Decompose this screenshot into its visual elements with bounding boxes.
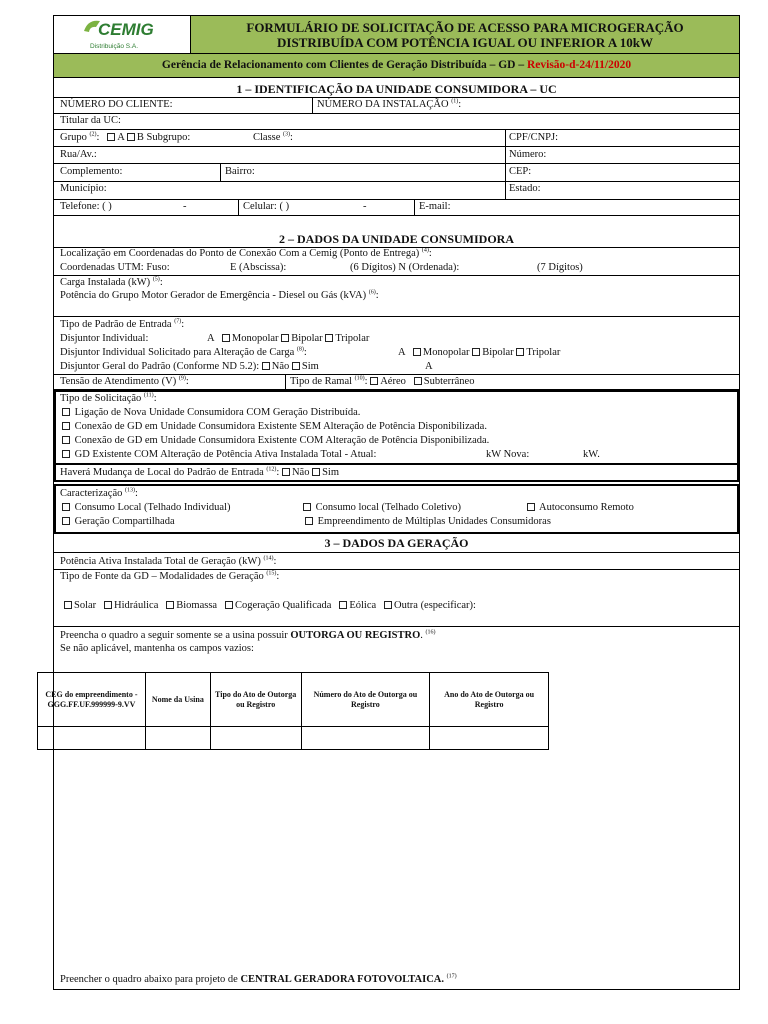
- outorga-text: [60, 630, 436, 642]
- cell-numero[interactable]: [301, 727, 430, 750]
- divider: [53, 181, 740, 182]
- subterraneo-checkbox[interactable]: [414, 377, 422, 385]
- grupo-a-label: A: [117, 132, 125, 143]
- ref: (7): [174, 318, 182, 325]
- utm-7-label: (7 Dígitos): [537, 262, 583, 273]
- utm-label: Coordenadas UTM: Fuso:: [60, 262, 170, 273]
- ref: (16): [425, 629, 436, 636]
- solar-checkbox[interactable]: [64, 601, 72, 609]
- divider: [53, 569, 740, 570]
- cogeracao-label: Cogeração Qualificada: [234, 600, 332, 611]
- th-numero: Número do Ato de Outorga ou Registro: [301, 673, 430, 727]
- divider: [238, 199, 239, 215]
- bipolar-label: Bipolar: [291, 333, 323, 344]
- cell-ano[interactable]: [430, 727, 549, 750]
- ref: (10): [354, 375, 365, 382]
- divider: [53, 129, 740, 130]
- ref: (5): [152, 276, 160, 283]
- utm-e-label: E (Abscissa):: [230, 262, 287, 273]
- monopolar-checkbox[interactable]: [222, 334, 230, 342]
- divider: [53, 97, 740, 98]
- tripolar-label: Tripolar: [526, 347, 561, 358]
- telefone-dash: -: [183, 201, 187, 212]
- sol-opt-4-checkbox[interactable]: [62, 450, 70, 458]
- ramal-row: Tipo de Ramal $^{(10)}$: Aéreo Subterrâneo: [290, 375, 475, 387]
- caracterizacao-text: Caracterização: [60, 488, 123, 499]
- subtitle: [54, 59, 739, 71]
- car-opt-2: [303, 502, 461, 514]
- outorga-pre: Preencha o quadro a seguir somente se a usina possuir: [60, 630, 291, 641]
- subterraneo-label: Subterrâneo: [423, 376, 475, 387]
- titular-label: Titular da UC:: [60, 115, 121, 126]
- sol-opt-1-checkbox[interactable]: [62, 408, 70, 416]
- revision-text: Revisão-d-24/11/2020: [526, 59, 632, 71]
- outorga-bold: OUTORGA OU REGISTRO: [290, 630, 421, 641]
- ref: (1): [451, 98, 459, 105]
- carga-label: Carga Instalada (kW) $^{(5)}$:: [60, 276, 163, 288]
- divider: [505, 129, 506, 199]
- logo-text: CEMIG: [98, 20, 154, 39]
- cep-label: CEP:: [509, 166, 532, 177]
- disjuntor-geral-text: Disjuntor Geral do Padrão (Conforme ND 5.2):: [60, 361, 260, 372]
- estado-label: Estado:: [509, 183, 541, 194]
- numero-cliente-label: NÚMERO DO CLIENTE:: [60, 99, 173, 110]
- th-ano: Ano do Ato de Outorga ou Registro: [430, 673, 549, 727]
- sol-opt-2: [62, 421, 487, 433]
- ref: (13): [125, 487, 135, 494]
- biomassa-checkbox[interactable]: [166, 601, 174, 609]
- grupo-b-label: B Subgrupo:: [136, 132, 191, 143]
- divider: [54, 463, 739, 465]
- grupo-text: Grupo: [60, 132, 87, 143]
- sol-opt-3-checkbox[interactable]: [62, 436, 70, 444]
- sol-opt-3-label: Conexão de GD em Unidade Consumidora Existente COM Alteração de Potência Disponibilizada.: [74, 435, 490, 446]
- grupo-label: Grupo $^{(2)}$: A B Subgrupo:: [60, 131, 191, 143]
- mudanca-sim-checkbox[interactable]: [312, 468, 320, 476]
- sim-label: Sim: [322, 467, 340, 478]
- padrao-label: Tipo de Padrão de Entrada $^{(7)}$:: [60, 318, 185, 330]
- th-ceg: CEG do empreendimento - GGG.FF.UF.999999-9.VV: [38, 673, 146, 727]
- outorga-table: [37, 672, 549, 750]
- eolica-label: Eólica: [349, 600, 377, 611]
- logo-sub: Distribuição S.A.: [90, 43, 139, 50]
- telefone-label: Telefone: ( ): [60, 201, 112, 212]
- eolica-checkbox[interactable]: [339, 601, 347, 609]
- disjuntor-geral-a: A: [425, 361, 433, 372]
- ramal-text: Tipo de Ramal: [290, 376, 353, 387]
- sol-opt-3: [62, 435, 489, 447]
- monopolar-label: Monopolar: [422, 347, 470, 358]
- disjuntor-sol-text: Disjuntor Individual Solicitado para Alteração de Carga: [60, 347, 295, 358]
- car-opt-1: [62, 502, 230, 514]
- car-opt-3-label: Autoconsumo Remoto: [539, 502, 634, 513]
- bairro-label: Bairro:: [225, 166, 255, 177]
- unit-a: A: [207, 333, 215, 344]
- tensao-label: Tensão de Atendimento (V) $^{(9)}$:: [60, 375, 189, 387]
- hidraulica-checkbox[interactable]: [104, 601, 112, 609]
- divider: [285, 374, 286, 389]
- outra-checkbox[interactable]: [384, 601, 392, 609]
- section3-title: 3 – DADOS DA GERAÇÃO: [324, 536, 469, 550]
- carga-text: Carga Instalada (kW): [60, 277, 151, 288]
- outorga-post: .: [420, 630, 426, 641]
- nao-aplicavel-text: Se não aplicável, mantenha os campos vazios:: [60, 643, 254, 654]
- sol-opt-2-label: Conexão de GD em Unidade Consumidora Existente SEM Alteração de Potência Disponibilizada.: [74, 421, 487, 432]
- fotovoltaica-text: [60, 974, 457, 986]
- divider: [220, 163, 221, 181]
- sim-label: Sim: [301, 361, 319, 372]
- sol-opt-2-checkbox[interactable]: [62, 422, 70, 430]
- cell-nome[interactable]: [145, 727, 210, 750]
- divider: [53, 113, 740, 114]
- numero-instalacao-text: NÚMERO DA INSTALAÇÃO: [317, 99, 449, 110]
- solar-label: Solar: [74, 600, 97, 611]
- potencia-label: Potência Ativa Instalada Total de Geração (kW) $^{(14)}$:: [60, 555, 277, 567]
- fotovoltaica-bold: CENTRAL GERADORA FOTOVOLTAICA.: [240, 974, 444, 985]
- potencia-text: Potência Ativa Instalada Total de Geração (kW): [60, 556, 261, 567]
- ref: (12): [266, 466, 277, 473]
- cpf-label: CPF/CNPJ:: [509, 132, 559, 143]
- padrao-text: Tipo de Padrão de Entrada: [60, 319, 172, 330]
- sol-opt-1-label: Ligação de Nova Unidade Consumidora COM Geração Distribuída.: [74, 407, 361, 418]
- caracterizacao-label: Caracterização $^{(13)}$:: [60, 487, 138, 499]
- celular-label: Celular: ( ): [243, 201, 290, 212]
- unit-a: A: [398, 347, 406, 358]
- ref: (17): [446, 973, 457, 980]
- sol-opt-1: [62, 407, 360, 419]
- car-opt-3: [527, 502, 634, 514]
- rua-label: Rua/Av.:: [60, 149, 97, 160]
- sol-kw: kW Nova:: [486, 449, 530, 460]
- divider: [53, 77, 740, 78]
- disjuntor-ind-opts: [207, 333, 369, 345]
- celular-dash: -: [363, 201, 367, 212]
- sol-monopolar-checkbox[interactable]: [413, 348, 421, 356]
- outra-label: Outra (especificar):: [394, 600, 476, 611]
- tensao-text: Tensão de Atendimento (V): [60, 376, 177, 387]
- monopolar-label: Monopolar: [231, 333, 279, 344]
- bipolar-checkbox[interactable]: [281, 334, 289, 342]
- car-opt-4-label: Geração Compartilhada: [74, 516, 175, 527]
- car-opt-1-checkbox[interactable]: [62, 503, 70, 511]
- car-opt-2-checkbox[interactable]: [303, 503, 311, 511]
- numero-label: Número:: [509, 149, 547, 160]
- sol-tripolar-checkbox[interactable]: [516, 348, 524, 356]
- cogeracao-checkbox[interactable]: [225, 601, 233, 609]
- table-row: [38, 727, 549, 750]
- ref: (9): [178, 375, 186, 382]
- potencia-motor-text: Potência do Grupo Motor Gerador de Emergência - Diesel ou Gás (kVA): [60, 290, 367, 301]
- divider: [53, 215, 740, 216]
- biomassa-label: Biomassa: [176, 600, 218, 611]
- ref: (6): [368, 289, 376, 296]
- divider: [312, 97, 313, 113]
- fotovoltaica-pre: Preencher o quadro abaixo para projeto de: [60, 974, 241, 985]
- municipio-label: Município:: [60, 183, 107, 194]
- classe-text: Classe: [253, 132, 281, 143]
- ref: (3): [283, 131, 291, 138]
- title-line2: DISTRIBUÍDA COM POTÊNCIA IGUAL OU INFERIOR A 10kW: [277, 35, 653, 50]
- grupo-a-checkbox[interactable]: [107, 133, 115, 141]
- tripolar-label: Tripolar: [335, 333, 370, 344]
- ref: (15): [266, 570, 277, 577]
- disjuntor-geral-row: [60, 361, 319, 373]
- car-opt-3-checkbox[interactable]: [527, 503, 535, 511]
- section1-title: 1 – IDENTIFICAÇÃO DA UNIDADE CONSUMIDORA – UC: [236, 82, 557, 96]
- section2-title: 2 – DADOS DA UNIDADE CONSUMIDORA: [278, 232, 514, 246]
- fonte-label: Tipo de Fonte da GD – Modalidades de Geração $^{(15)}$:: [60, 570, 280, 582]
- car-opt-5: [305, 516, 551, 528]
- divider: [53, 199, 740, 200]
- utm-n-label: (6 Dígitos) N (Ordenada):: [350, 262, 460, 273]
- localizacao-text: Localização em Coordenadas do Ponto de Conexão Com a Cemig (Ponto de Entrega): [60, 248, 420, 259]
- cemig-logo: [80, 17, 160, 51]
- sol-kw2: kW.: [583, 449, 600, 460]
- title-line1: FORMULÁRIO DE SOLICITAÇÃO DE ACESSO PARA MICROGERAÇÃO: [246, 20, 684, 35]
- potencia-motor-label: Potência do Grupo Motor Gerador de Emergência - Diesel ou Gás (kVA) $^{(6)}$:: [60, 289, 379, 301]
- divider: [53, 552, 740, 553]
- car-opt-4: [62, 516, 175, 528]
- aereo-label: Aéreo: [380, 376, 406, 387]
- ref: (4): [421, 247, 429, 254]
- ref: (8): [296, 346, 304, 353]
- mudanca-nao-checkbox[interactable]: [282, 468, 290, 476]
- car-opt-5-label: Empreendimento de Múltiplas Unidades Consumidoras: [317, 516, 551, 527]
- th-tipo: Tipo do Ato de Outorga ou Registro: [210, 673, 301, 727]
- grupo-b-checkbox[interactable]: [127, 133, 135, 141]
- geral-sim-checkbox[interactable]: [292, 362, 300, 370]
- cell-ceg[interactable]: [38, 727, 146, 750]
- car-opt-2-label: Consumo local (Telhado Coletivo): [315, 502, 461, 513]
- geral-nao-checkbox[interactable]: [262, 362, 270, 370]
- disjuntor-sol-row: Disjuntor Individual Solicitado para Alteração de Carga $^{(8)}$:: [60, 346, 307, 358]
- divider: [53, 146, 740, 147]
- divider: [53, 163, 740, 164]
- hidraulica-label: Hidráulica: [114, 600, 159, 611]
- numero-instalacao-label: NÚMERO DA INSTALAÇÃO $^{(1)}$:: [317, 98, 462, 110]
- disjuntor-ind-row: [60, 333, 148, 345]
- classe-label: Classe $^{(3)}$:: [253, 131, 293, 143]
- subtitle-text: Gerência de Relacionamento com Clientes de Geração Distribuída – GD –: [161, 59, 527, 71]
- mudanca-text: Haverá Mudança de Local do Padrão de Entrada: [60, 467, 264, 478]
- th-nome: Nome da Usina: [145, 673, 210, 727]
- car-opt-5-checkbox[interactable]: [305, 517, 313, 525]
- nao-label: Não: [271, 361, 290, 372]
- car-opt-4-checkbox[interactable]: [62, 517, 70, 525]
- solicitacao-text: Tipo de Solicitação: [60, 393, 142, 404]
- fonte-opts: [64, 600, 476, 612]
- aereo-checkbox[interactable]: [370, 377, 378, 385]
- divider: [53, 626, 740, 627]
- mudanca-row: Haverá Mudança de Local do Padrão de Entrada $^{(12)}$: Não Sim: [60, 466, 340, 478]
- tripolar-checkbox[interactable]: [325, 334, 333, 342]
- disjuntor-ind-text: Disjuntor Individual:: [60, 333, 149, 344]
- sol-opt-4: [62, 449, 376, 461]
- sol-opt-4-label: GD Existente COM Alteração de Potência Ativa Instalada Total - Atual:: [74, 449, 377, 460]
- localizacao-label: Localização em Coordenadas do Ponto de Conexão Com a Cemig (Ponto de Entrega) $^{(4)}$:: [60, 247, 432, 259]
- table-header-row: [38, 673, 549, 727]
- car-opt-1-label: Consumo Local (Telhado Individual): [74, 502, 231, 513]
- complemento-label: Complemento:: [60, 166, 123, 177]
- ref: (2): [89, 131, 97, 138]
- sol-bipolar-checkbox[interactable]: [472, 348, 480, 356]
- ref: (14): [263, 555, 274, 562]
- divider: [53, 316, 740, 317]
- cell-tipo[interactable]: [210, 727, 301, 750]
- ref: (11): [143, 392, 154, 399]
- fonte-text: Tipo de Fonte da GD – Modalidades de Geração: [60, 571, 264, 582]
- divider: [53, 374, 740, 375]
- nao-label: Não: [291, 467, 310, 478]
- divider: [414, 199, 415, 215]
- bipolar-label: Bipolar: [482, 347, 514, 358]
- solicitacao-label: Tipo de Solicitação $^{(11)}$:: [60, 392, 157, 404]
- email-label: E-mail:: [419, 201, 451, 212]
- disjuntor-sol-opts: [398, 347, 560, 359]
